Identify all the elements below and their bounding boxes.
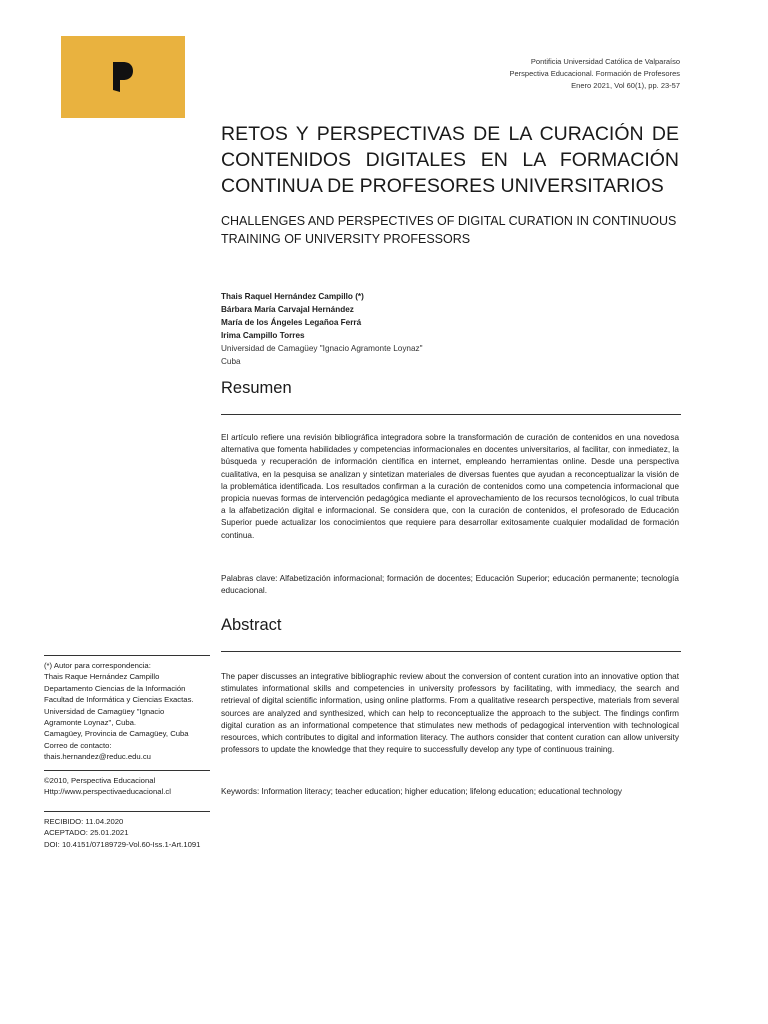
copyright-line: ©2010, Perspectiva Educacional <box>44 776 156 785</box>
author-country: Cuba <box>221 357 241 366</box>
correspondence-line: Facultad de Informática y Ciencias Exactas. <box>44 695 194 705</box>
keywords-label: Palabras clave: <box>221 574 278 583</box>
correspondence-line: Thais Raque Hernández Campillo <box>44 672 160 682</box>
journal-info <box>509 56 680 92</box>
journal-name: Perspectiva Educacional. Formación de Profesores <box>509 69 680 78</box>
copyright-block <box>44 775 214 798</box>
journal-logo <box>61 36 185 118</box>
received-date: RECIBIDO: 11.04.2020 <box>44 817 124 826</box>
sidebar-divider <box>44 655 210 656</box>
author-name: Thais Raquel Hernández Campillo (*) <box>221 292 364 301</box>
resumen-heading: Resumen <box>221 379 292 397</box>
abstract-keywords <box>221 786 679 798</box>
abstract-heading: Abstract <box>221 616 282 634</box>
journal-p-logo-icon <box>111 60 135 94</box>
resumen-text: El artículo refiere una revisión bibliográfica integradora sobre la transformación de curación de contenidos en una novedosa alternativa que fomenta habilidades y competencias informacionales en docentes universitarios, al facilitar, con inmediatez, la búsqueda y recuperación de información científica en internet, empleando herramientas online. Desde una perspectiva cualitativa, en la pesquisa se analizan y sintetizan materiales de diversas fuentes que ayudan a reconceptualizar la visión de la problemática identificada. Los resultados confirman a la curación de contenidos como una competencia informacional que propicia nuevas formas de intervención pedagógica mediante el aprovechamiento de los recursos tecnológicos, lo cual tributa a la alfabetización digital e informacional. Se considera que, con la curación de contenidos, el profesorado de Educación Superior puede actualizar los conocimientos que requiere para desarrollar exitosamente cualquier modalidad de formación continua. <box>221 433 679 540</box>
correspondence-line: Camagüey, Provincia de Camagüey, Cuba <box>44 729 189 739</box>
author-name: María de los Ángeles Legañoa Ferrá <box>221 318 362 327</box>
journal-issue: Enero 2021, Vol 60(1), pp. 23-57 <box>571 81 680 90</box>
author-affiliation: Universidad de Camagüey "Ignacio Agramonte Loynaz" <box>221 344 423 353</box>
sidebar-divider <box>44 770 210 771</box>
correspondence-line: Universidad de Camagüey "Ignacio <box>44 706 165 716</box>
correspondence-block <box>44 660 214 763</box>
contact-email: thais.hernandez@reduc.edu.cu <box>44 752 151 762</box>
accepted-date: ACEPTADO: 25.01.2021 <box>44 828 129 838</box>
author-name: Bárbara María Carvajal Hernández <box>221 305 354 314</box>
correspondence-line: Departamento Ciencias de la Información <box>44 683 186 693</box>
keywords-values: Information literacy; teacher education; higher education; lifelong education; educational technology <box>259 787 622 796</box>
correspondence-line: Correo de contacto: <box>44 740 112 750</box>
resumen-divider <box>221 414 681 415</box>
correspondence-line: (*) Autor para correspondencia: <box>44 661 151 670</box>
abstract-divider <box>221 651 681 652</box>
article-title: RETOS Y PERSPECTIVAS DE LA CURACIÓN DE CONTENIDOS DIGITALES EN LA FORMACIÓN CONTINUA DE PROFESORES UNIVERSITARIOS <box>221 123 679 197</box>
journal-university: Pontificia Universidad Católica de Valparaíso <box>530 57 680 66</box>
sidebar-divider <box>44 811 210 812</box>
abstract-text: The paper discusses an integrative bibliographic review about the conversion of content curation into an innovative option that stimulates informational skills and competencies in university professors by facilitating, with immediacy, the search and retrieval of digital scientific information, using online platforms. From a qualitative research perspective, materials from several sources are analyzed and synthesized, which can help to reconceptualize the approach to the subject. The findings confirm digital curation as an informational competence that stimulates new methods of pedagogical intervention with technological resources, which contributes to digital and information literacy. The authors consider that content curation can allow university professors to update the knowledge that they require to successfully develop any type of continuous training. <box>221 672 679 755</box>
keywords-values: Alfabetización informacional; formación de docentes; Educación Superior; educación permanente; tecnología educacional. <box>221 574 679 596</box>
journal-url: Http://www.perspectivaeducacional.cl <box>44 787 171 797</box>
correspondence-line: Agramonte Loynaz", Cuba. <box>44 718 137 728</box>
article-subtitle: CHALLENGES AND PERSPECTIVES OF DIGITAL CURATION IN CONTINUOUS TRAINING OF UNIVERSITY PROFESSORS <box>221 214 677 246</box>
dates-block <box>44 816 214 850</box>
keywords-label: Keywords: <box>221 787 260 796</box>
doi: DOI: 10.4151/07189729-Vol.60-Iss.1-Art.1091 <box>44 839 201 849</box>
author-name: Irima Campillo Torres <box>221 331 305 340</box>
author-list <box>221 290 621 368</box>
resumen-keywords <box>221 573 679 597</box>
